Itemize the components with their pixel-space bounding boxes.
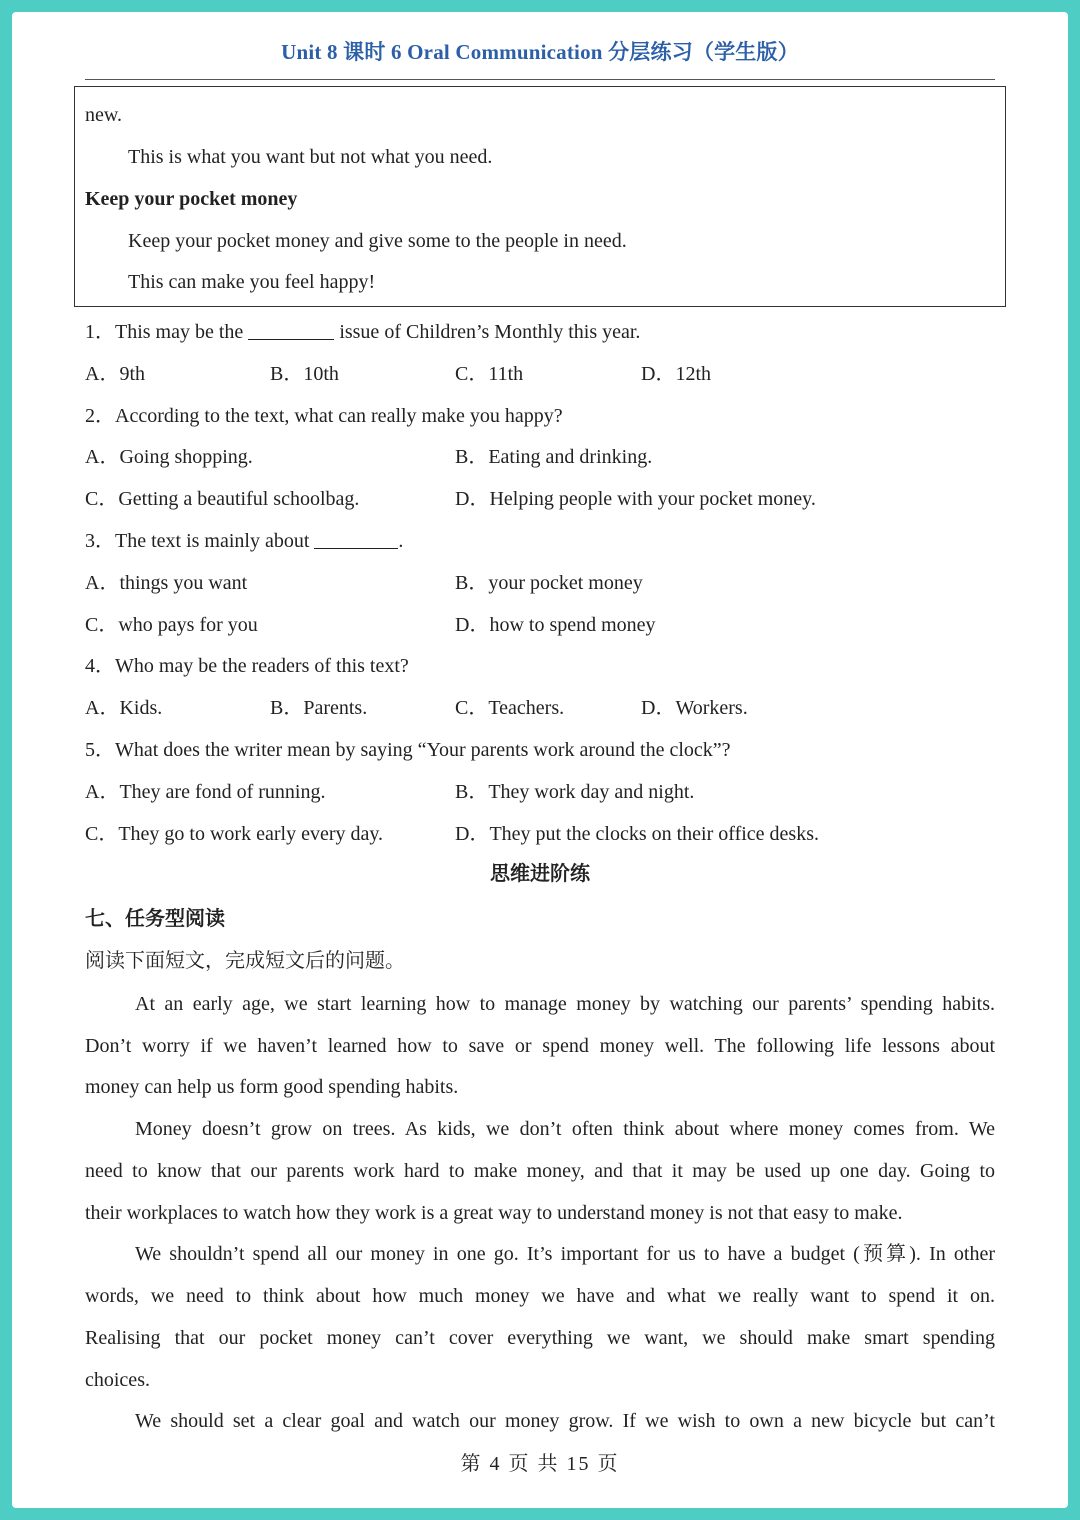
passage-line: need to know that our parents work hard to make money, and that it may be used up one day. Going to [85,1160,995,1182]
passage-line: money can help us form good spending habits. [85,1076,459,1098]
excerpt-line: This can make you feel happy! [128,271,376,293]
page-number: 第 4 页 共 15 页 [460,1453,620,1475]
option-d: D．Workers. [641,697,748,719]
answer-blank [314,532,398,549]
option-b: B．10th [270,363,339,385]
answer-blank [248,323,334,340]
option-c: C．11th [455,363,524,385]
question-4-stem: 4．Who may be the readers of this text? [85,655,409,677]
option-b: B．They work day and night. [455,781,695,803]
question-5-stem: 5．What does the writer mean by saying “Your parents work around the clock”? [85,739,731,761]
passage-line: Money doesn’t grow on trees. As kids, we don’t often think about where money comes from. We [135,1118,995,1140]
passage-line: We should set a clear goal and watch our money grow. If we wish to own a new bicycle but can’t [135,1410,995,1432]
page-header-title: Unit 8 课时 6 Oral Communication 分层练习（学生版） [281,40,799,64]
option-a: A．9th [85,363,145,385]
excerpt-heading: Keep your pocket money [85,188,298,210]
option-c: C．Getting a beautiful schoolbag. [85,488,360,510]
passage-line: their workplaces to watch how they work is a great way to understand money is not that easy to make. [85,1202,903,1224]
section-banner: 思维进阶练 [490,863,590,885]
option-d: D．12th [641,363,711,385]
option-a: A．things you want [85,572,248,594]
option-d: D．Helping people with your pocket money. [455,488,816,510]
passage-line: choices. [85,1369,150,1391]
header-divider [85,79,995,80]
option-d: D．They put the clocks on their office desks. [455,823,819,845]
option-c: C．Teachers. [455,697,565,719]
excerpt-line: new. [85,104,123,126]
excerpt-line: Keep your pocket money and give some to the people in need. [128,230,627,252]
passage-line: We shouldn’t spend all our money in one go. It’s important for us to have a budget (预算). In other [135,1243,995,1265]
option-a: A．Kids. [85,697,163,719]
section-instruction: 阅读下面短文，完成短文后的问题。 [85,950,405,972]
question-3-stem: 3．The text is mainly about . [85,530,404,552]
option-d: D．how to spend money [455,614,656,636]
passage-line: Realising that our pocket money can’t cover everything we want, we should make smart spending [85,1327,995,1349]
excerpt-line: This is what you want but not what you need. [128,146,493,168]
option-a: A．Going shopping. [85,446,253,468]
option-c: C．who pays for you [85,614,258,636]
question-1-stem: 1．This may be the issue of Children’s Monthly this year. [85,321,641,343]
option-b: B．Parents. [270,697,368,719]
passage-line: words, we need to think about how much money we have and what we really want to spend it on. [85,1285,995,1307]
passage-line: At an early age, we start learning how to manage money by watching our parents’ spending habits. [135,993,995,1015]
option-a: A．They are fond of running. [85,781,326,803]
option-b: B．your pocket money [455,572,643,594]
section-title: 七、任务型阅读 [85,908,225,930]
question-2-stem: 2．According to the text, what can really make you happy? [85,405,563,427]
passage-line: Don’t worry if we haven’t learned how to save or spend money well. The following life lessons about [85,1035,995,1057]
option-c: C．They go to work early every day. [85,823,384,845]
option-b: B．Eating and drinking. [455,446,653,468]
